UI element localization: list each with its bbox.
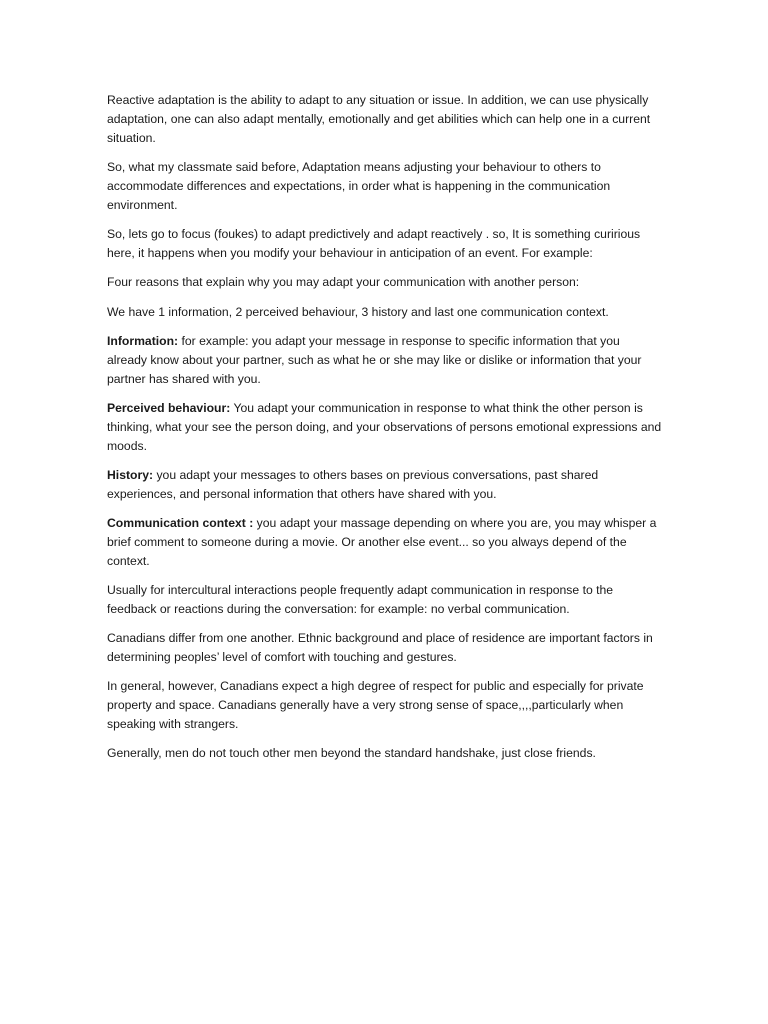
paragraph-lead: Information: — [107, 333, 179, 348]
paragraph-text: Reactive adaptation is the ability to adapt to any situation or issue. In addition, we can use physically adaptation, one can also adapt mentally, emotionally and get abilities which can help one in a current situation. — [107, 93, 651, 145]
paragraph-text: Usually for intercultural interactions people frequently adapt communication in response to the feedback or reactions during the conversation: for example: no verbal communication. — [107, 583, 614, 616]
paragraph-text: for example: you adapt your message in response to specific information that you already know about your partner, such as what he or she may like or dislike or information that your partner has shared with you. — [107, 333, 642, 386]
paragraph-text: Generally, men do not touch other men beyond the standard handshake, just close friends. — [107, 746, 596, 761]
paragraph-reactive-adaptation — [107, 91, 663, 147]
paragraph-information — [107, 332, 663, 388]
paragraph-reasons-list — [107, 303, 663, 322]
paragraph-text: Four reasons that explain why you may adapt your communication with another person: — [107, 275, 580, 290]
paragraph-four-reasons — [107, 273, 663, 292]
paragraph-intercultural — [107, 581, 663, 619]
paragraph-adaptation-definition — [107, 158, 663, 214]
paragraph-canadians-respect — [107, 677, 663, 733]
paragraph-adapt-predictively — [107, 225, 663, 263]
paragraph-perceived-behaviour — [107, 399, 663, 455]
paragraph-text: you adapt your messages to others bases on previous conversations, past shared experiences, and personal information that others have shared with you. — [107, 467, 599, 501]
paragraph-communication-context — [107, 514, 663, 570]
paragraph-text: you adapt your massage depending on where you are, you may whisper a brief comment to someone during a movie. Or another else event... so you always depend of the context. — [107, 516, 657, 568]
paragraph-men-handshake — [107, 744, 663, 763]
paragraph-text: So, lets go to focus (foukes) to adapt predictively and adapt reactively . so, It is something curirious here, it happens when you modify your behaviour in anticipation of an event. For example: — [107, 226, 641, 260]
document-body — [107, 91, 663, 774]
paragraph-history — [107, 466, 663, 504]
paragraph-text: We have 1 information, 2 perceived behaviour, 3 history and last one communication context. — [107, 304, 609, 319]
paragraph-text: You adapt your communication in response to what think the other person is thinking, what your see the person doing, and your observations of persons emotional expressions and moods. — [107, 400, 662, 453]
paragraph-text: So, what my classmate said before, Adaptation means adjusting your behaviour to others to accommodate differences and expectations, in order what is happening in the communication environment. — [107, 159, 611, 212]
paragraph-text: Canadians differ from one another. Ethnic background and place of residence are important factors in determining peoples’ level of comfort with touching and gestures. — [107, 631, 653, 665]
paragraph-lead: Communication context : — [107, 516, 254, 531]
paragraph-canadians-differ — [107, 629, 663, 667]
paragraph-lead: Perceived behaviour: — [107, 400, 231, 415]
paragraph-text: In general, however, Canadians expect a high degree of respect for public and especially for private property and space. Canadians generally have a very strong sense of space,,,,particularly when speaking with strangers. — [107, 679, 644, 732]
paragraph-lead: History: — [107, 467, 154, 482]
